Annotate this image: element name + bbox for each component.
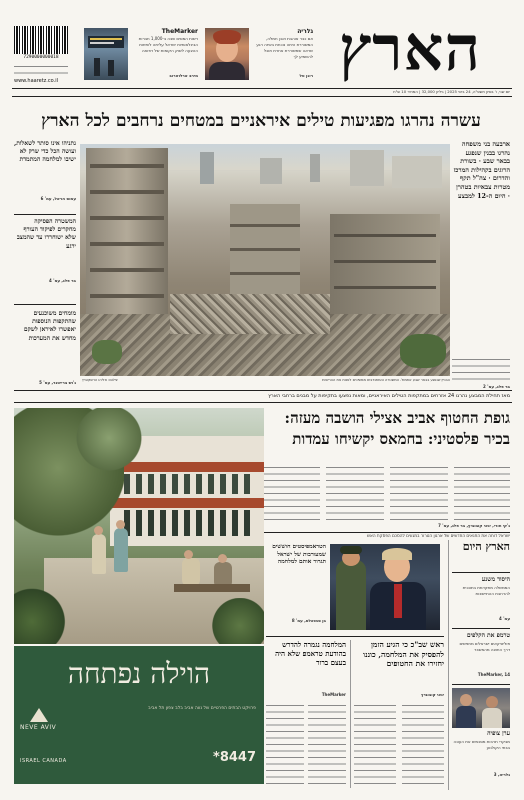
left-story-2-author: בר פלג, עמ' 4 bbox=[49, 278, 76, 283]
story-3-headline[interactable]: הטראמפיסטים חוששים שמעורבות של ישראל תגרור אותם למלחמה bbox=[272, 544, 326, 566]
story-4-byline: ינאי קובוביץ bbox=[421, 692, 444, 697]
neve-aviv-ad[interactable] bbox=[14, 646, 264, 784]
main-photo bbox=[80, 144, 450, 376]
villa-photo bbox=[14, 408, 264, 644]
airport-photo bbox=[84, 28, 128, 80]
promo-themarker-text: רשות המסים שבה ב-1,000 חברות הבינלאומיות ישראל עליתה לשיחות ההצעה לשוק הקומות של רפואה bbox=[138, 36, 198, 53]
today-item-1-text: הממשלה מתקדמת בתוכנית להרחבת ההתיישבות bbox=[462, 585, 510, 596]
promo-themarker-label: TheMarker bbox=[161, 28, 198, 35]
today-item-2[interactable] bbox=[452, 632, 510, 682]
barcode-number: 7290000000018 bbox=[23, 55, 59, 60]
today-item-1[interactable] bbox=[452, 576, 510, 626]
today-item-2-text: פוליטיקאים ישראלים מחפשים דרך החוצה מהמשבר bbox=[459, 641, 510, 652]
ad-partner: ISRAEL CANADA bbox=[20, 758, 67, 764]
newspaper-title: הארץ bbox=[338, 12, 482, 85]
right-story-text[interactable]: ארבעה בני משפחה נהרגו בבנין שנפגע בבאר שבע · בשורת הרוגים בקהילות המרכז והדרום · צה"ל תקף מטרות צבאיות בטהרן · היום ה-12 למבצע bbox=[453, 140, 510, 200]
ad-brand: NEVE AVIV bbox=[20, 724, 57, 731]
promo-themarker-author: מירב ארלוזורוב bbox=[169, 73, 198, 78]
left-story-1-author: עמוס הראל, עמ' 6 bbox=[40, 196, 76, 201]
main-headline[interactable]: עשרה נהרגו מפגיעות טילים איראניים במטחים נרחבים לכל הארץ bbox=[41, 111, 481, 131]
story-4-headline[interactable]: ראש שב"כ כי הגיע הזמן להפסיק את המלחמה, כוננו יחזירו את החטופים bbox=[363, 640, 444, 669]
story-2 bbox=[262, 408, 510, 540]
promo-gallery-author: רונן טל bbox=[299, 73, 313, 78]
story-3 bbox=[266, 544, 326, 630]
photo-caption: הבניין שנפגע בבאר שבע אתמול. המשטרה והמתנדבים ממשיכים לפנות את ההריסות bbox=[322, 378, 450, 382]
portrait-photo bbox=[205, 28, 249, 80]
promo-gallery-text: אם כבר אוהבת ואכן חמלה, המשוררת היתה נוכחת באיזה רגע שראה שמשוררת אחרת תוכל להשמיע לך bbox=[256, 36, 313, 59]
haaretz-today bbox=[452, 540, 510, 790]
today-photo bbox=[452, 688, 510, 728]
promo-gallery-label: גלריה bbox=[297, 28, 313, 35]
today-item-2-heading: טרמפ את הקלפים bbox=[466, 632, 510, 639]
masthead bbox=[0, 0, 524, 95]
today-item-1-ref: עמ' 4 bbox=[499, 616, 510, 621]
ad-phone[interactable]: *8447 bbox=[213, 750, 256, 765]
right-column bbox=[452, 140, 510, 389]
site-url[interactable]: www.haaretz.co.il bbox=[14, 78, 58, 84]
photo-credit: צילום: אליהו הרשקוביץ bbox=[82, 378, 118, 382]
story-2-byline: ג'קי חורי, ינאי קובוביץ, בר פלג, עמ' 7 bbox=[438, 523, 510, 528]
promo-gallery[interactable] bbox=[205, 28, 313, 80]
left-story-1-text[interactable]: נתניהו אינו סותר לשאלות, ועושה הכל כדי שרק לא ישיבו למלחמה המתמדת bbox=[14, 140, 76, 164]
story-2-bottom-line: ישראל דוחה את התנאים החדשים של ארגון הטרור במגעים להסכם הפסקת האש bbox=[367, 533, 510, 538]
story-4 bbox=[354, 640, 444, 790]
story-5-headline[interactable]: המלחמה נגמרה להדרש בהודעת טראמפ שלא היה בעצם ברור bbox=[275, 640, 346, 668]
today-item-3-ref: גלריה, 3 bbox=[493, 772, 510, 777]
today-item-3[interactable] bbox=[452, 730, 510, 788]
story-2-headline[interactable]: גופת החטוף אביב אצילי הושבה מעזה: בכיר פלסטיני: בחמאס יקשיחו עמדות bbox=[284, 409, 510, 448]
ad-fine-print: פרויקט הבתים הפרטיים של נווה אביב בלב צפון תל אביב bbox=[148, 706, 256, 711]
promo-themarker[interactable] bbox=[84, 28, 200, 80]
ad-headline: הוילה נפתחה bbox=[67, 657, 211, 690]
ad-logo-icon bbox=[30, 708, 48, 722]
today-item-2-ref: TheMarker, 14 bbox=[477, 672, 510, 677]
dateline: יום שני, ו' בסיון תשפ"ה, 24 ביוני 2025 | גיליון 32,000 | המחיר 10 ש"ח bbox=[393, 89, 510, 94]
story-5 bbox=[266, 640, 346, 790]
barcode bbox=[14, 26, 68, 64]
today-item-3-text: מבקרי תרבות מסכמים את העונה בבתי הקולנוע bbox=[453, 739, 510, 750]
left-story-3-text[interactable]: מומחים משוכנעים שהתקפות הנוספות יאפשרו לאיראן לשקם מחדש את המערכות bbox=[23, 310, 76, 342]
right-story-byline: בר פלג, עמ' 2 bbox=[483, 384, 510, 389]
story-5-byline: TheMarker bbox=[321, 692, 346, 697]
today-item-1-heading: היסוד משנע bbox=[481, 576, 510, 583]
left-story-2-text[interactable]: המשטרה הפסיקה מחקרים לפיקוד העורף שלא ישוחררו עד שהמצב ירגע bbox=[16, 218, 76, 250]
left-column bbox=[14, 140, 76, 420]
summary-line[interactable]: מאז תחילת המבצע נהרגו 24 אזרחים במתקפות הטילים האיראניים, ומאות נפצעו בתקיפות על מבנים ברחבי הארץ bbox=[268, 393, 510, 399]
haaretz-today-title: הארץ היום bbox=[462, 540, 510, 553]
today-item-3-heading: ערן צופיה bbox=[487, 730, 510, 737]
story-3-author: בן סמואלס, עמ' 8 bbox=[291, 618, 326, 623]
left-story-3-author: ג'וש ברייטנר, עמ' 5 bbox=[39, 380, 76, 385]
trump-photo bbox=[330, 544, 440, 630]
